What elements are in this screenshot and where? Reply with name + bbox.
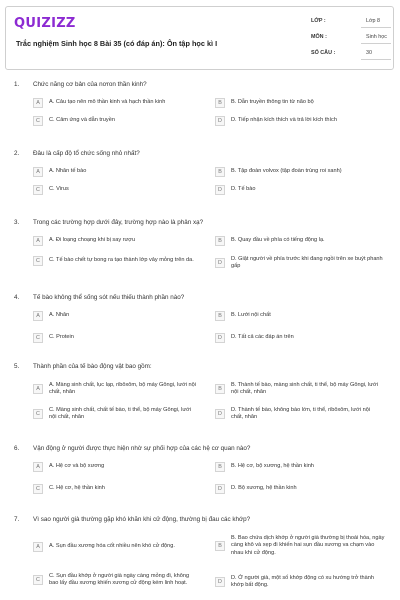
option-a[interactable] <box>33 542 203 552</box>
option-text: C. Hệ cơ, hệ thần kinh <box>49 485 105 492</box>
meta-count-key: SỐ CÂU : <box>311 50 336 56</box>
option-b[interactable] <box>215 236 385 246</box>
option-d[interactable] <box>215 333 385 343</box>
option-text: B. Quay đầu về phía có tiếng động lạ. <box>231 237 325 244</box>
option-letter: A <box>33 167 43 177</box>
meta-count <box>311 45 391 61</box>
question-text: Tế bào không thể sống sót nếu thiếu thành phần nào? <box>33 294 185 301</box>
option-text: C. Protein <box>49 334 74 341</box>
option-letter: C <box>33 185 43 195</box>
question-number: 3. <box>14 219 20 226</box>
option-text: B. Bao chứa dịch khớp ở người già thường bị thoái hóa, ngày càng khô và xẹp đi khiến hai sụn đầu xương va chạm vào nhau khi cử động. <box>231 535 385 556</box>
option-d[interactable] <box>215 256 385 271</box>
option-c[interactable] <box>33 185 203 195</box>
option-text: C. Virus <box>49 186 69 193</box>
option-b[interactable] <box>215 535 387 557</box>
quiz-meta <box>311 13 391 61</box>
option-letter: C <box>33 256 43 266</box>
option-letter: A <box>33 462 43 472</box>
option-letter: B <box>215 384 225 394</box>
meta-count-value: 30 <box>366 50 372 56</box>
quizizz-logo[interactable]: QUIZIZZ <box>14 16 76 31</box>
option-d[interactable] <box>215 185 385 195</box>
option-letter: C <box>33 116 43 126</box>
option-letter: B <box>215 236 225 246</box>
option-letter: D <box>215 258 225 268</box>
option-letter: D <box>215 577 225 587</box>
option-b[interactable] <box>215 382 385 397</box>
meta-divider <box>361 59 391 60</box>
option-text: D. Giật người về phía trước khi đang ngồi trên xe buýt phanh gấp <box>231 256 383 270</box>
option-letter: D <box>215 333 225 343</box>
option-text: C. Màng sinh chất, chất tế bào, ti thể, bộ máy Gôngi, lưới nội chất, nhân <box>49 407 192 421</box>
option-a[interactable] <box>33 98 203 108</box>
option-text: B. Lưới nội chất <box>231 312 271 319</box>
option-text: A. Sụn đầu xương hóa cốt nhiều nên khó cử động. <box>49 543 175 550</box>
option-letter: C <box>33 409 43 419</box>
option-text: C. Cảm ứng và dẫn truyền <box>49 117 115 124</box>
option-text: A. Nhân tế bào <box>49 168 87 175</box>
option-text: A. Đi loạng choạng khi bị say rượu <box>49 237 136 244</box>
option-c[interactable] <box>33 484 203 494</box>
option-text: A. Cảu tạo nên mô thần kinh và hạch thần kinh <box>49 99 166 106</box>
meta-divider <box>361 27 391 28</box>
option-letter: B <box>215 98 225 108</box>
quiz-header <box>5 6 394 70</box>
meta-subject-value: Sinh học <box>366 34 387 40</box>
option-c[interactable] <box>33 407 203 422</box>
option-letter: B <box>215 462 225 472</box>
option-text: C. Tế bào chết tự bong ra tạo thành lớp vảy mỏng trên da. <box>49 257 194 264</box>
option-text: B. Thành tế bào, màng sinh chất, ti thể, bộ máy Gôngi, lưới nội chất, nhân <box>231 382 378 396</box>
option-d[interactable] <box>215 575 387 590</box>
option-text: D. Bộ xương, hệ thần kinh <box>231 485 297 492</box>
option-c[interactable] <box>33 256 203 266</box>
option-text: D. Thành tế bào, không bào lớn, ti thể, ribôxôm, lưới nội chất, nhân <box>231 407 371 421</box>
question-number: 4. <box>14 294 20 301</box>
option-b[interactable] <box>215 462 385 472</box>
meta-class-key: LỚP : <box>311 18 326 24</box>
option-letter: C <box>33 484 43 494</box>
option-letter: D <box>215 185 225 195</box>
question-number: 7. <box>14 516 20 523</box>
option-text: D. Tiếp nhận kích thích và trả lời kích thích <box>231 117 337 124</box>
option-letter: C <box>33 575 43 585</box>
option-text: B. Tập đoàn volvox (tập đoàn trùng roi xanh) <box>231 168 342 175</box>
option-a[interactable] <box>33 462 203 472</box>
option-text: A. Hệ cơ và bộ xương <box>49 463 105 470</box>
question-text: Chức năng cơ bản của nơron thần kinh? <box>33 81 147 88</box>
option-a[interactable] <box>33 382 203 397</box>
option-text: A. Màng sinh chất, lục lạp, ribôxôm, bộ máy Gôngi, lưới nội chất, nhân <box>49 382 197 396</box>
question-text: Thành phần của tế bào động vật bao gồm: <box>33 363 152 370</box>
question-text: Trong các trường hợp dưới đây, trường hợp nào là phản xạ? <box>33 219 204 226</box>
option-letter: D <box>215 409 225 419</box>
meta-class <box>311 13 391 29</box>
option-letter: A <box>33 542 43 552</box>
option-letter: D <box>215 484 225 494</box>
option-text: D. Tất cả các đáp án trên <box>231 334 294 341</box>
option-text: D. Tế bào <box>231 186 256 193</box>
option-letter: B <box>215 541 225 551</box>
option-letter: B <box>215 311 225 321</box>
option-b[interactable] <box>215 98 385 108</box>
option-b[interactable] <box>215 311 385 321</box>
option-d[interactable] <box>215 484 385 494</box>
option-letter: A <box>33 236 43 246</box>
question-text: Vận động ở người được thực hiện nhờ sự phối hợp của các hệ cơ quan nào? <box>33 445 251 452</box>
option-text: B. Dẫn truyền thông tin từ não bộ <box>231 99 314 106</box>
meta-subject-key: MÔN : <box>311 34 327 40</box>
question-number: 1. <box>14 81 20 88</box>
option-letter: B <box>215 167 225 177</box>
question-number: 6. <box>14 445 20 452</box>
option-letter: D <box>215 116 225 126</box>
question-text: Đâu là cấp độ tổ chức sống nhỏ nhất? <box>33 150 140 157</box>
meta-subject <box>311 29 391 45</box>
option-a[interactable] <box>33 167 203 177</box>
option-letter: A <box>33 384 43 394</box>
option-letter: A <box>33 98 43 108</box>
option-a[interactable] <box>33 311 203 321</box>
meta-divider <box>361 43 391 44</box>
quiz-title: Trắc nghiệm Sinh học 8 Bài 35 (có đáp án): Ôn tập học kì I <box>16 39 218 48</box>
option-text: A. Nhân <box>49 312 70 319</box>
option-a[interactable] <box>33 236 203 246</box>
question-text: Vì sao người già thường gặp khó khăn khi cử động, thường bị đau các khớp? <box>33 516 251 523</box>
option-c[interactable] <box>33 333 203 343</box>
option-c[interactable] <box>33 116 203 126</box>
option-letter: C <box>33 333 43 343</box>
option-text: B. Hệ cơ, bộ xương, hệ thần kinh <box>231 463 314 470</box>
option-c[interactable] <box>33 573 203 588</box>
option-text: C. Sụn đầu khớp ở người già ngày càng mỏng đi, không bao lấy đầu xương khiến xương cử động kém linh hoạt. <box>49 573 190 587</box>
meta-class-value: Lớp 8 <box>366 18 381 24</box>
option-letter: A <box>33 311 43 321</box>
option-d[interactable] <box>215 116 385 126</box>
option-d[interactable] <box>215 407 385 422</box>
option-text: D. Ở người già, một số khớp động có xu hướng trở thành khớp bất động. <box>231 575 374 589</box>
option-b[interactable] <box>215 167 385 177</box>
question-number: 2. <box>14 150 20 157</box>
question-number: 5. <box>14 363 20 370</box>
